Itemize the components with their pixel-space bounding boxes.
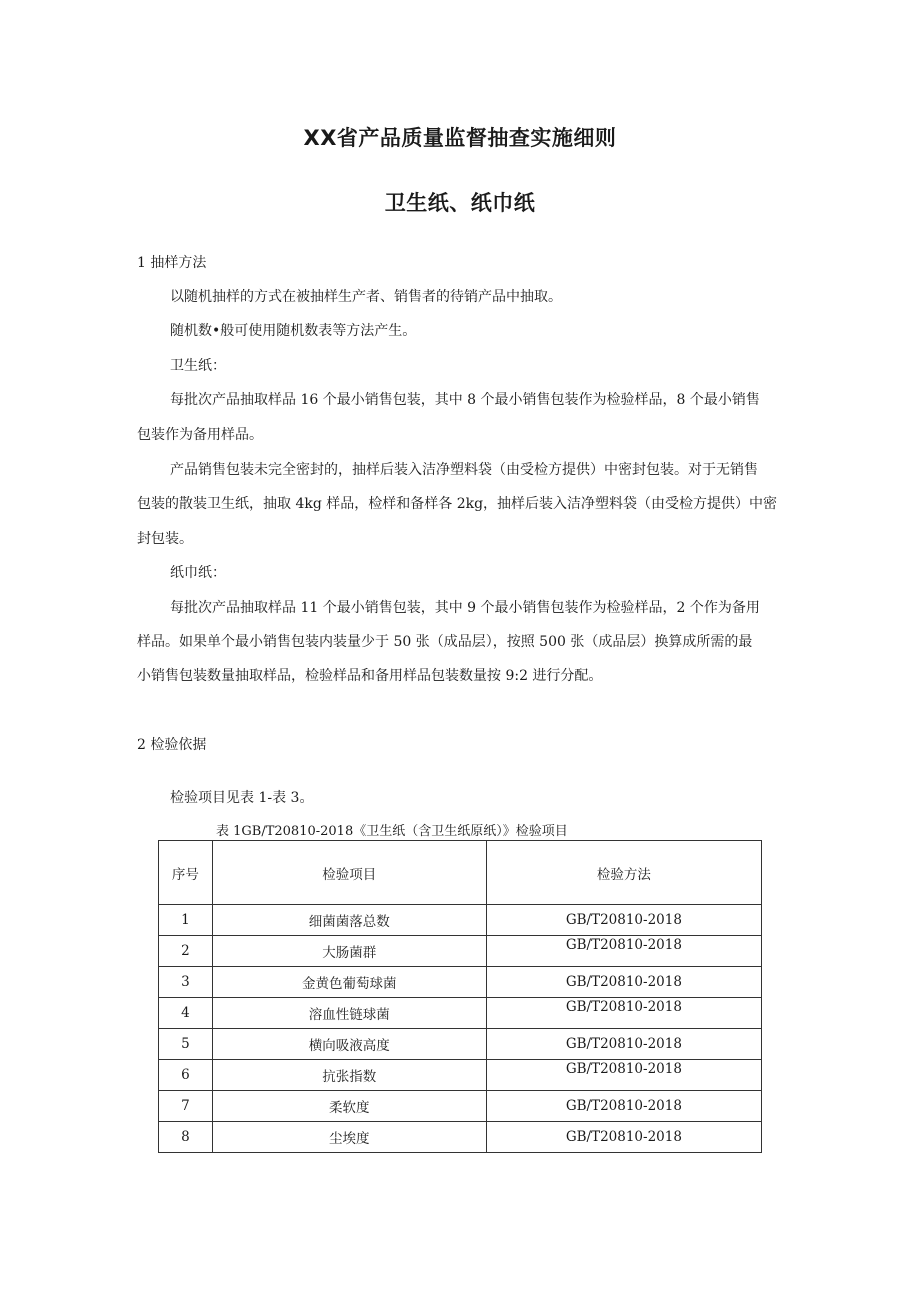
row-item: 大肠菌群 bbox=[212, 936, 486, 967]
table-row bbox=[159, 998, 762, 1029]
table-row bbox=[159, 1091, 762, 1122]
row-method-text: GB/T20810-2018 bbox=[565, 1061, 682, 1077]
tissue-paper-label: 纸巾纸： bbox=[170, 565, 226, 581]
row-method bbox=[486, 998, 761, 1029]
toilet-paper-label: 卫生纸： bbox=[170, 358, 226, 374]
row-no: 3 bbox=[159, 967, 213, 998]
row-item: 横向吸液高度 bbox=[212, 1029, 486, 1060]
paragraph: 检验项目见表 1-表 3。 bbox=[170, 790, 314, 806]
document-title: XX省产品质量监督抽查实施细则 bbox=[303, 126, 617, 150]
table-row bbox=[159, 1060, 762, 1091]
row-item: 抗张指数 bbox=[212, 1060, 486, 1091]
header-no: 序号 bbox=[159, 841, 213, 905]
table-row bbox=[159, 1122, 762, 1153]
paragraph: 以随机抽样的方式在被抽样生产者、销售者的待销产品中抽取。 bbox=[170, 289, 562, 305]
paragraph: 每批次产品抽取样品 16 个最小销售包装，其中 8 个最小销售包装作为检验样品，8 个最小销售 bbox=[170, 392, 760, 408]
table-row bbox=[159, 936, 762, 967]
row-no: 5 bbox=[159, 1029, 213, 1060]
row-item: 细菌菌落总数 bbox=[212, 905, 486, 936]
paragraph: 产品销售包装未完全密封的，抽样后装入洁净塑料袋（由受检方提供）中密封包装。对于无销售 bbox=[170, 462, 758, 478]
header-item: 检验项目 bbox=[212, 841, 486, 905]
row-method: GB/T20810-2018 bbox=[486, 1091, 761, 1122]
table-row bbox=[159, 1029, 762, 1060]
paragraph-continuation: 小销售包装数量抽取样品，检验样品和备用样品包装数量按 9:2 进行分配。 bbox=[137, 668, 603, 684]
paragraph: 每批次产品抽取样品 11 个最小销售包装，其中 9 个最小销售包装作为检验样品，2 个作为备用 bbox=[170, 600, 760, 616]
row-item: 金黄色葡萄球菌 bbox=[212, 967, 486, 998]
section-1-heading: 1 抽样方法 bbox=[137, 255, 207, 271]
header-method: 检验方法 bbox=[486, 841, 761, 905]
row-item: 柔软度 bbox=[212, 1091, 486, 1122]
row-method: GB/T20810-2018 bbox=[486, 1122, 761, 1153]
row-method: GB/T20810-2018 bbox=[486, 1029, 761, 1060]
paragraph-continuation: 包装的散装卫生纸，抽取 4kg 样品，检样和备样各 2kg，抽样后装入洁净塑料袋（由受检方提供）中密 bbox=[137, 496, 778, 512]
table-row bbox=[159, 905, 762, 936]
row-method: GB/T20810-2018 bbox=[486, 967, 761, 998]
paragraph-continuation: 样品。如果单个最小销售包装内装量少于 50 张（成品层），按照 500 张（成品层）换算成所需的最 bbox=[137, 634, 753, 650]
paragraph-continuation: 封包装。 bbox=[137, 531, 193, 547]
section-2-heading: 2 检验依据 bbox=[137, 737, 207, 753]
row-no: 7 bbox=[159, 1091, 213, 1122]
row-method-text: GB/T20810-2018 bbox=[565, 937, 682, 953]
row-no: 8 bbox=[159, 1122, 213, 1153]
paragraph: 随机数•般可使用随机数表等方法产生。 bbox=[170, 323, 417, 339]
table-caption: 表 1GB/T20810-2018《卫生纸（含卫生纸原纸）》检验项目 bbox=[216, 824, 568, 839]
document-subtitle: 卫生纸、纸巾纸 bbox=[384, 191, 536, 215]
row-no: 6 bbox=[159, 1060, 213, 1091]
paragraph-continuation: 包装作为备用样品。 bbox=[137, 427, 263, 443]
row-no: 4 bbox=[159, 998, 213, 1029]
table-header-row bbox=[159, 841, 762, 905]
row-item: 溶血性链球菌 bbox=[212, 998, 486, 1029]
row-method-text: GB/T20810-2018 bbox=[565, 999, 682, 1015]
row-method bbox=[486, 936, 761, 967]
row-no: 2 bbox=[159, 936, 213, 967]
row-method: GB/T20810-2018 bbox=[486, 905, 761, 936]
row-method bbox=[486, 1060, 761, 1091]
row-item: 尘埃度 bbox=[212, 1122, 486, 1153]
row-no: 1 bbox=[159, 905, 213, 936]
table-row bbox=[159, 967, 762, 998]
inspection-items-table bbox=[158, 840, 762, 1153]
